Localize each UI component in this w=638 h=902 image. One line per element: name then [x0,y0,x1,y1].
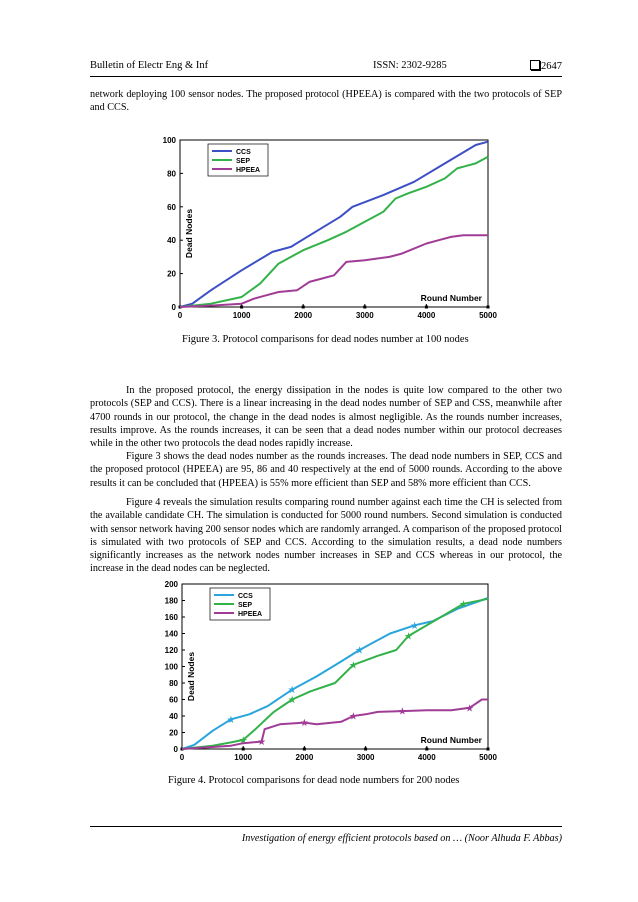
series-marker-ccs: ★ [287,685,297,697]
series-marker-ccs: ★ [226,714,236,726]
issn: ISSN: 2302-9285 [373,60,447,71]
x-tick-label: 0 [177,311,183,320]
y-tick-label: 160 [164,613,178,622]
y-tick-label: 100 [162,136,176,145]
legend-label-hpeea: HPEEA [238,611,263,618]
x-tick-label: 4000 [417,311,436,320]
y-tick-label: 120 [164,646,178,655]
running-header [90,60,562,77]
y-tick-label: 60 [169,695,178,705]
series-line-sep [180,157,488,307]
series-marker-hpeea: ★ [348,711,358,723]
series-marker-ccs: ★ [410,620,420,632]
x-tick-label: 2000 [294,311,313,320]
legend-label-ccs: CCS [236,149,251,156]
page-number [530,60,562,72]
series-marker-sep: ★ [459,599,469,611]
paragraph-3: Figure 4 reveals the simulation results comparing round number against each time the CH is selected from the available candidate CH. The simulation is conducted for 5000 round numbers. Second simulation is conducted with sensor network having 200 sensor nodes which are randomly arranged. A comparison of the proposed protocol is simulated with two protocols of SEP and CCS. According to the simulation results, a dead node numbers significantly increases as the network nodes number increases in SEP and CCS whereas in our protocol, the increase in the dead nodes can be neglected. [90,497,562,575]
x-tick-label: 5000 [479,753,497,762]
x-tick-dot [487,306,490,309]
x-tick-dot [487,748,490,751]
y-tick-label: 0 [171,303,176,312]
y-tick-label: 200 [164,580,178,589]
paragraph-1: In the proposed protocol, the energy dissipation in the nodes is quite low compared to the other two protocols (SEP and CCS). There is a linear increasing in the dead nodes number of SEP and CSS, meanwhile after 4700 rounds in our protocol, the change in the dead nodes is almost negligible. As the rounds number increases, results improve. As the rounds increases, it can be seen that a dead nodes number within our protocol decreases while in the other two protocols the dead nodes rapidly increase. [90,385,562,450]
x-axis-label: Round Number [420,293,482,303]
y-tick-label: 20 [167,269,176,279]
x-tick-dot [364,748,367,751]
y-tick-label: 40 [169,712,178,721]
series-marker-sep: ★ [403,631,413,643]
y-tick-label: 40 [167,236,176,246]
figure-4-chart [150,578,502,766]
x-tick-dot [240,306,243,309]
box-icon [530,60,540,70]
x-tick-dot [303,748,306,751]
y-tick-label: 80 [167,169,176,179]
figure-3-caption: Figure 3. Protocol comparisons for dead nodes number at 100 nodes [182,334,469,345]
x-tick-label: 3000 [355,311,374,320]
y-axis-label: Dead Nodes [184,208,194,259]
legend-label-hpeea: HPEEA [236,167,261,174]
series-marker-sep: ★ [348,660,358,672]
x-tick-label: 1000 [234,753,253,762]
legend-label-sep: SEP [236,158,251,165]
y-tick-label: 140 [164,629,178,639]
y-tick-label: 180 [164,596,178,606]
y-tick-label: 20 [169,728,178,738]
series-marker-ccs: ★ [354,645,364,657]
paragraph-intro: network deploying 100 sensor nodes. The proposed protocol (HPEEA) is compared with the two protocols of SEP and CCS. [90,89,562,114]
figure-3-chart [150,132,502,328]
x-tick-dot [425,306,428,309]
series-marker-hpeea: ★ [299,718,309,730]
legend-label-sep: SEP [238,602,253,609]
page-number-text: 2647 [541,61,562,72]
legend-label-ccs: CCS [238,593,253,600]
x-tick-label: 4000 [417,753,436,762]
series-marker-hpeea: ★ [257,737,267,749]
y-tick-label: 0 [173,745,178,754]
x-tick-label: 3000 [356,753,375,762]
x-tick-dot [363,306,366,309]
series-marker-hpeea: ★ [465,703,475,715]
running-footer: Investigation of energy efficient protocols based on … (Noor Alhuda F. Abbas) [90,826,562,844]
x-axis-label: Round Number [420,735,482,745]
y-tick-label: 80 [169,679,178,688]
series-line-sep [182,599,488,749]
paragraph-2: Figure 3 shows the dead nodes number as the rounds increases. The dead node numbers in SEP, CCS and the proposed protocol (HPEEA) are 95, 86 and 40 respectively at the end of 5000 rounds. According to the above results it can be concluded that (HPEEA) is 55% more efficient than SEP and 58% more efficient than CCS. [90,451,562,489]
x-tick-dot [242,748,245,751]
x-tick-label: 1000 [232,311,251,320]
x-tick-label: 0 [179,753,185,762]
x-tick-label: 2000 [295,753,314,762]
journal-name: Bulletin of Electr Eng & Inf [90,60,209,71]
x-tick-dot [302,306,305,309]
series-marker-sep: ★ [238,735,248,747]
series-marker-hpeea: ★ [397,706,407,718]
series-marker-sep: ★ [287,695,297,706]
x-tick-dot [425,748,428,751]
y-axis-label: Dead Nodes [186,651,196,702]
y-tick-label: 60 [167,202,176,212]
series-line-ccs [182,598,488,749]
figure-4-caption: Figure 4. Protocol comparisons for dead node numbers for 200 nodes [168,775,460,786]
y-tick-label: 100 [164,662,178,672]
x-tick-label: 5000 [479,311,497,320]
